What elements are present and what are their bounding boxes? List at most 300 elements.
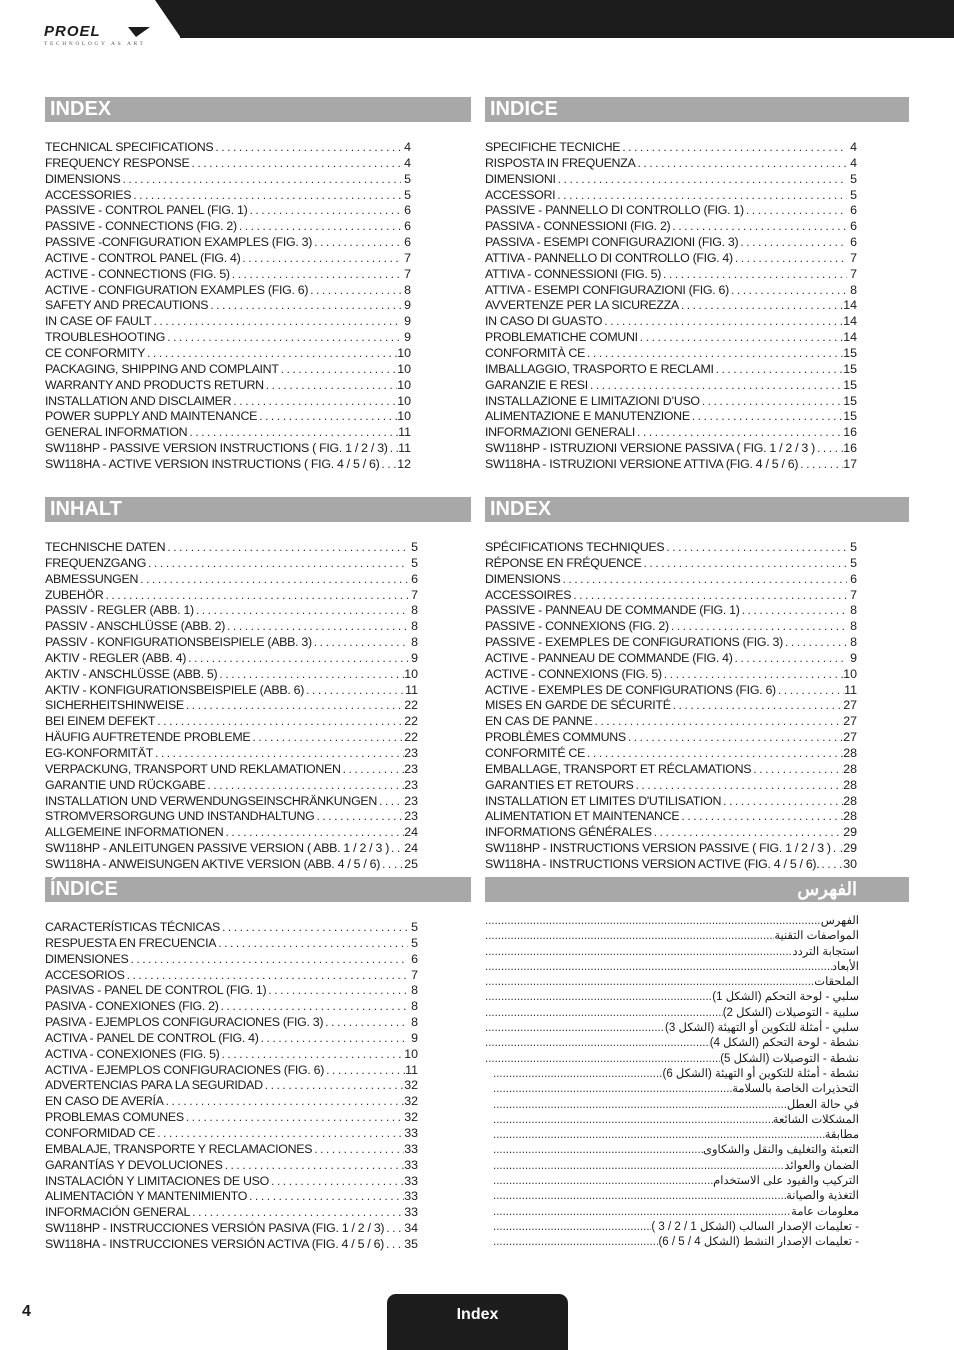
toc-entry-title: TECHNISCHE DATEN (45, 540, 166, 554)
toc-row[interactable] (45, 556, 418, 572)
toc-entry-title: الأبعاد (831, 960, 859, 973)
toc-page-number: 23 (404, 745, 418, 760)
toc-entry-title: EMBALAJE, TRANSPORTE Y RECLAMACIONES (45, 1141, 313, 1156)
dot-leader (493, 1174, 713, 1189)
toc-entry-title: التعبئة والتغليف والنقل والشكاوى (702, 1144, 859, 1157)
toc-row[interactable] (45, 540, 418, 556)
toc-row[interactable] (45, 346, 411, 362)
toc-row[interactable] (485, 588, 857, 604)
toc-row[interactable] (45, 778, 418, 794)
toc-row[interactable] (45, 362, 411, 378)
toc-row[interactable] (45, 394, 411, 410)
toc-entry-title: PASIVA - CONEXIONES (FIG. 2) (45, 999, 219, 1014)
toc-entry-title: SPÉCIFICATIONS TECHNIQUES (485, 540, 665, 554)
toc-page-number: 15 (843, 345, 857, 360)
toc-page-number: 28 (843, 745, 857, 760)
toc-entry-title: التركيب والقيود على الاستخدام (713, 1175, 859, 1188)
toc-row[interactable] (45, 188, 411, 204)
toc-entry-title: DIMENSIONS (45, 171, 121, 186)
section-tab: Index (387, 1294, 568, 1350)
toc-row[interactable] (485, 314, 857, 330)
toc-entry-title: نشطة - أمثلة للتكوين أو التهيئة (الشكل 6) (662, 1067, 859, 1080)
toc-entry-title: الضمان والعوائد (784, 1159, 859, 1172)
toc-row[interactable] (485, 857, 857, 873)
toc-entry-title: في حالة العطل (786, 1098, 859, 1111)
dot-leader (729, 283, 847, 299)
toc-page-number: 14 (843, 298, 857, 313)
toc-row[interactable] (485, 1067, 859, 1082)
toc-row[interactable] (45, 283, 411, 299)
toc-page-number: 24 (404, 841, 418, 856)
toc-entry-title: SW118HA - INSTRUCTIONS VERSION ACTIVE (FIG. 4 / 5 / 6). (485, 856, 820, 871)
toc-entry-title: ALLGEMEINE INFORMATIONEN (45, 825, 224, 840)
toc-page-number: 5 (411, 935, 418, 950)
toc-row[interactable] (45, 651, 418, 667)
dot-leader (259, 1031, 408, 1047)
toc-row[interactable] (45, 156, 411, 172)
toc-entry-title: PASSIVE - CONNEXIONS (FIG. 2) (485, 619, 669, 634)
toc-row[interactable] (485, 960, 859, 975)
dot-leader (670, 219, 847, 235)
toc-row[interactable] (485, 409, 857, 425)
dot-leader (190, 1205, 404, 1221)
toc-page-number: 23 (404, 793, 418, 808)
toc-entry-title: GENERAL INFORMATION (45, 425, 188, 440)
toc-row[interactable] (485, 235, 857, 251)
dot-leader (225, 619, 408, 635)
dot-leader (231, 394, 397, 410)
toc-entry-title: ACCESORIOS (45, 967, 125, 982)
toc-entry-title: ATTIVA - ESEMPI CONFIGURAZIONI (FIG. 6) (485, 282, 729, 297)
toc-page-number: 27 (843, 714, 857, 729)
toc-row[interactable] (485, 1082, 859, 1097)
header-bar-cut (155, 0, 181, 38)
dot-leader (250, 730, 404, 746)
toc-page-number: 9 (411, 1030, 418, 1045)
toc-page-number: 7 (411, 587, 418, 602)
dot-leader (312, 235, 401, 251)
toc-page-number: 6 (850, 219, 857, 234)
toc-page-number: 22 (404, 698, 418, 713)
toc-page-number: 8 (411, 983, 418, 998)
toc-row[interactable] (485, 762, 857, 778)
toc-entry-title: SW118HA - INSTRUCCIONES VERSIÓN ACTIVA (FIG. 4 / 5 / 6) (45, 1236, 385, 1251)
dot-leader (635, 425, 843, 441)
toc-row[interactable] (45, 203, 411, 219)
toc-row[interactable] (485, 825, 857, 841)
toc-row[interactable] (485, 441, 857, 457)
toc-list (45, 920, 418, 1253)
toc-row[interactable] (485, 425, 857, 441)
toc-row[interactable] (485, 1021, 859, 1036)
toc-row[interactable] (485, 929, 859, 944)
index-section-de (45, 497, 471, 873)
toc-row[interactable] (45, 730, 418, 746)
toc-page-number: 7 (850, 266, 857, 281)
toc-entry-title: المشكلات الشائعة (772, 1113, 859, 1126)
dot-leader (153, 746, 404, 762)
toc-page-number: 5 (411, 555, 418, 570)
brand-logo (44, 24, 145, 47)
toc-row[interactable] (485, 156, 857, 172)
toc-row[interactable] (45, 330, 411, 346)
toc-row[interactable] (45, 920, 418, 936)
toc-row[interactable] (45, 952, 418, 968)
section-title: الفهرس (485, 877, 909, 902)
toc-row[interactable] (45, 825, 418, 841)
toc-page-number: 33 (404, 1157, 418, 1172)
toc-entry-title: GARANTIE UND RÜCKGABE (45, 777, 206, 792)
toc-row[interactable] (485, 219, 857, 235)
toc-row[interactable] (485, 619, 857, 635)
dot-leader (485, 929, 774, 944)
toc-row[interactable] (485, 746, 857, 762)
toc-page-number: 6 (411, 571, 418, 586)
toc-page-number: 5 (411, 540, 418, 554)
toc-row[interactable] (45, 235, 411, 251)
toc-page-number: 11 (844, 682, 857, 697)
toc-row[interactable] (45, 619, 418, 635)
dot-leader (131, 188, 401, 204)
toc-row[interactable] (485, 283, 857, 299)
toc-entry-title: DIMENSIONES (45, 951, 129, 966)
toc-page-number: 27 (843, 730, 857, 745)
dot-leader (560, 572, 847, 588)
toc-row[interactable] (485, 330, 857, 346)
dot-leader (700, 394, 843, 410)
toc-row[interactable] (45, 219, 411, 235)
toc-entry-title: RÉPONSE EN FRÉQUENCE (485, 555, 642, 570)
dot-leader (208, 298, 401, 314)
dot-leader (384, 1237, 404, 1253)
toc-row[interactable] (485, 841, 857, 857)
toc-row[interactable] (45, 1189, 418, 1205)
toc-entry-title: PASIVAS - PANEL DE CONTROL (FIG. 1) (45, 983, 267, 998)
toc-row[interactable] (485, 1174, 859, 1189)
dot-leader (138, 572, 408, 588)
toc-row[interactable] (45, 714, 418, 730)
toc-row[interactable] (485, 1052, 859, 1067)
toc-row[interactable] (45, 983, 418, 999)
toc-row[interactable] (485, 188, 857, 204)
toc-row[interactable] (485, 698, 857, 714)
toc-row[interactable] (485, 140, 857, 156)
toc-entry-title: AKTIV - REGLER (ABB. 4) (45, 650, 187, 665)
toc-row[interactable] (45, 1110, 418, 1126)
dot-leader (165, 330, 401, 346)
toc-entry-title: ACCESSORI (485, 187, 556, 202)
toc-row[interactable] (485, 298, 857, 314)
dot-leader (377, 794, 404, 810)
toc-row[interactable] (45, 588, 418, 604)
dot-leader (776, 683, 844, 699)
toc-row[interactable] (485, 635, 857, 651)
toc-row[interactable] (45, 378, 411, 394)
toc-row[interactable] (45, 794, 418, 810)
toc-row[interactable] (485, 1235, 859, 1250)
toc-row[interactable] (45, 968, 418, 984)
toc-row[interactable] (485, 457, 857, 473)
toc-row[interactable] (485, 945, 859, 960)
dot-leader (266, 983, 408, 999)
toc-page-number: 7 (404, 266, 411, 281)
dot-leader (380, 857, 404, 873)
toc-row[interactable] (485, 378, 857, 394)
dot-leader (733, 651, 847, 667)
dot-leader (247, 1189, 404, 1205)
toc-page-number: 15 (843, 377, 857, 392)
dot-leader (585, 346, 843, 362)
page-number: 4 (22, 1303, 31, 1320)
dot-leader (194, 603, 408, 619)
toc-row[interactable] (485, 603, 857, 619)
toc-page-number: 17 (843, 456, 857, 471)
dot-leader (186, 651, 408, 667)
toc-row[interactable] (45, 172, 411, 188)
toc-row[interactable] (45, 1158, 418, 1174)
toc-row[interactable] (485, 346, 857, 362)
dot-leader (485, 914, 821, 929)
toc-row[interactable] (485, 1205, 859, 1220)
toc-row[interactable] (485, 778, 857, 794)
dot-leader (312, 1142, 404, 1158)
toc-entry-title: SW118HA - ANWEISUNGEN AKTIVE VERSION (ABB. 4 / 5 / 6) (45, 856, 381, 871)
toc-page-number: 7 (411, 967, 418, 982)
toc-page-number: 6 (850, 203, 857, 218)
toc-row[interactable] (485, 1128, 859, 1143)
toc-page-number: 9 (404, 330, 411, 345)
toc-page-number: 15 (843, 393, 857, 408)
toc-row[interactable] (45, 298, 411, 314)
dot-leader (493, 1159, 784, 1174)
toc-row[interactable] (45, 572, 418, 588)
dot-leader (493, 1113, 773, 1128)
toc-entry-title: MISES EN GARDE DE SÉCURITÉ (485, 698, 671, 713)
toc-entry-title: SW118HP - PASSIVE VERSION INSTRUCTIONS ( FIG. 1 / 2 / 3) (45, 441, 388, 456)
dot-leader (146, 556, 408, 572)
toc-row[interactable] (485, 794, 857, 810)
toc-entry-title: ATTIVA - PANNELLO DI CONTROLLO (FIG. 4) (485, 250, 733, 265)
toc-entry-title: EMBALLAGE, TRANSPORT ET RÉCLAMATIONS (485, 761, 752, 776)
toc-row[interactable] (485, 1143, 859, 1158)
toc-row[interactable] (45, 1205, 418, 1221)
dot-leader (103, 588, 408, 604)
toc-entry-title: PASIVA - EJEMPLOS CONFIGURACIONES (FIG. 3) (45, 1015, 324, 1030)
toc-row[interactable] (45, 1063, 418, 1079)
toc-row[interactable] (45, 841, 418, 857)
toc-row[interactable] (485, 1006, 859, 1021)
toc-page-number: 28 (843, 793, 857, 808)
toc-row[interactable] (45, 1221, 418, 1237)
dot-leader (379, 457, 397, 473)
toc-row[interactable] (45, 667, 418, 683)
toc-row[interactable] (45, 457, 411, 473)
toc-page-number: 5 (850, 171, 857, 186)
toc-row[interactable] (45, 1031, 418, 1047)
toc-row[interactable] (45, 1142, 418, 1158)
toc-entry-title: CONFORMITÉ CE (485, 745, 586, 760)
dot-leader (308, 283, 401, 299)
toc-row[interactable] (485, 1098, 859, 1113)
toc-row[interactable] (485, 1036, 859, 1051)
toc-entry-title: PASSIVE - CONTROL PANEL (FIG. 1) (45, 203, 248, 218)
toc-entry-title: GARANTIES ET RETOURS (485, 777, 634, 792)
toc-page-number: 9 (850, 650, 857, 665)
toc-list-arabic (485, 914, 859, 1251)
toc-row[interactable] (45, 1237, 418, 1253)
toc-entry-title: ACTIVE - CONTROL PANEL (FIG. 4) (45, 250, 241, 265)
toc-page-number: 33 (404, 1205, 418, 1220)
dot-leader (588, 378, 843, 394)
toc-row[interactable] (45, 314, 411, 330)
toc-row[interactable] (45, 698, 418, 714)
dot-leader (556, 172, 847, 188)
dot-leader (620, 140, 847, 156)
toc-row[interactable] (45, 683, 418, 699)
toc-entry-title: RISPOSTA IN FREQUENZA (485, 155, 636, 170)
toc-row[interactable] (45, 1047, 418, 1063)
toc-row[interactable] (485, 1159, 859, 1174)
toc-row[interactable] (485, 975, 859, 990)
dot-leader (485, 1006, 723, 1021)
toc-row[interactable] (45, 140, 411, 156)
dot-leader (602, 314, 843, 330)
dot-leader (205, 778, 404, 794)
toc-page-number: 33 (404, 1141, 418, 1156)
toc-row[interactable] (485, 362, 857, 378)
toc-row[interactable] (45, 762, 418, 778)
toc-row[interactable] (485, 572, 857, 588)
toc-page-number: 9 (404, 314, 411, 329)
toc-page-number: 7 (404, 250, 411, 265)
dot-leader (671, 698, 844, 714)
toc-row[interactable] (485, 990, 859, 1005)
dot-leader (388, 441, 399, 457)
toc-row[interactable] (45, 441, 411, 457)
toc-row[interactable] (45, 1174, 418, 1190)
toc-row[interactable] (45, 1015, 418, 1031)
toc-row[interactable] (485, 1113, 859, 1128)
toc-entry-title: PASSIVE - PANNELLO DI CONTROLLO (FIG. 1) (485, 203, 744, 218)
toc-page-number: 10 (404, 666, 418, 681)
toc-page-number: 28 (843, 777, 857, 792)
dot-leader (831, 841, 840, 857)
section-title: INDICE (485, 97, 909, 122)
toc-row[interactable] (45, 635, 418, 651)
dot-leader (626, 730, 843, 746)
dot-leader (189, 156, 401, 172)
toc-row[interactable] (45, 1094, 418, 1110)
dot-leader (315, 809, 405, 825)
index-section-en (45, 97, 471, 473)
toc-row[interactable] (45, 936, 418, 952)
brand-name: PROEL (44, 23, 101, 40)
toc-row[interactable] (485, 394, 857, 410)
toc-page-number: 8 (404, 282, 411, 297)
toc-row[interactable] (485, 1189, 859, 1204)
toc-row[interactable] (45, 746, 418, 762)
toc-row[interactable] (485, 914, 859, 929)
toc-row[interactable] (45, 999, 418, 1015)
toc-entry-title: مطابقة (824, 1129, 859, 1142)
toc-row[interactable] (45, 603, 418, 619)
dot-leader (690, 409, 843, 425)
toc-entry-title: EN CAS DE PANNE (485, 714, 593, 729)
toc-entry-title: SW118HA - ACTIVE VERSION INSTRUCTIONS ( FIG. 4 / 5 / 6) (45, 456, 380, 471)
toc-page-number: 4 (404, 140, 411, 154)
toc-row[interactable] (45, 857, 418, 873)
toc-entry-title: استجابة التردد (792, 945, 859, 958)
toc-row[interactable] (485, 683, 857, 699)
toc-entry-title: ACTIVA - PANEL DE CONTROL (FIG. 4) (45, 1030, 259, 1045)
toc-row[interactable] (485, 267, 857, 283)
toc-row[interactable] (485, 1220, 859, 1235)
toc-page-number: 14 (843, 330, 857, 345)
toc-page-number: 11 (405, 1062, 418, 1077)
toc-entry-title: FREQUENCY RESPONSE (45, 155, 190, 170)
toc-page-number: 7 (850, 250, 857, 265)
toc-entry-title: SAFETY AND PRECAUTIONS (45, 298, 209, 313)
toc-row[interactable] (45, 409, 411, 425)
toc-entry-title: التغذية والصيانة (786, 1190, 859, 1203)
dot-leader (263, 1078, 404, 1094)
toc-page-number: 8 (411, 999, 418, 1014)
toc-row[interactable] (485, 730, 857, 746)
toc-row[interactable] (485, 651, 857, 667)
dot-leader (269, 1174, 404, 1190)
toc-page-number: 5 (850, 187, 857, 202)
toc-page-number: 24 (404, 825, 418, 840)
toc-row[interactable] (485, 714, 857, 730)
toc-page-number: 5 (404, 171, 411, 186)
index-section-fr (485, 497, 909, 873)
toc-page-number: 6 (404, 203, 411, 218)
toc-row[interactable] (485, 809, 857, 825)
toc-page-number: 8 (850, 635, 857, 650)
dot-leader (237, 219, 401, 235)
dot-leader (324, 1063, 405, 1079)
toc-entry-title: CONFORMITÀ CE (485, 345, 586, 360)
toc-entry-title: INFORMAZIONI GENERALI (485, 425, 635, 440)
toc-page-number: 11 (398, 441, 411, 456)
toc-row[interactable] (45, 425, 411, 441)
toc-row[interactable] (485, 172, 857, 188)
toc-row[interactable] (45, 267, 411, 283)
toc-page-number: 11 (405, 682, 418, 697)
dot-leader (312, 635, 408, 651)
toc-page-number: 8 (411, 1015, 418, 1030)
toc-row[interactable] (45, 251, 411, 267)
toc-row[interactable] (485, 540, 857, 556)
dot-leader (721, 794, 843, 810)
toc-row[interactable] (45, 809, 418, 825)
toc-row[interactable] (485, 667, 857, 683)
dot-leader (184, 698, 404, 714)
toc-page-number: 5 (411, 920, 418, 934)
toc-row[interactable] (485, 556, 857, 572)
toc-row[interactable] (45, 1078, 418, 1094)
toc-entry-title: AKTIV - ANSCHLÜSSE (ABB. 5) (45, 666, 218, 681)
toc-entry-title: PASSIVA - CONNESSIONI (FIG. 2) (485, 219, 671, 234)
dot-leader (485, 1052, 720, 1067)
dot-leader (641, 556, 847, 572)
toc-entry-title: ACTIVA - CONEXIONES (FIG. 5) (45, 1046, 220, 1061)
toc-row[interactable] (485, 203, 857, 219)
toc-row[interactable] (485, 251, 857, 267)
dot-leader (152, 314, 401, 330)
toc-entry-title: BEI EINEM DEFEKT (45, 714, 156, 729)
toc-row[interactable] (45, 1126, 418, 1142)
